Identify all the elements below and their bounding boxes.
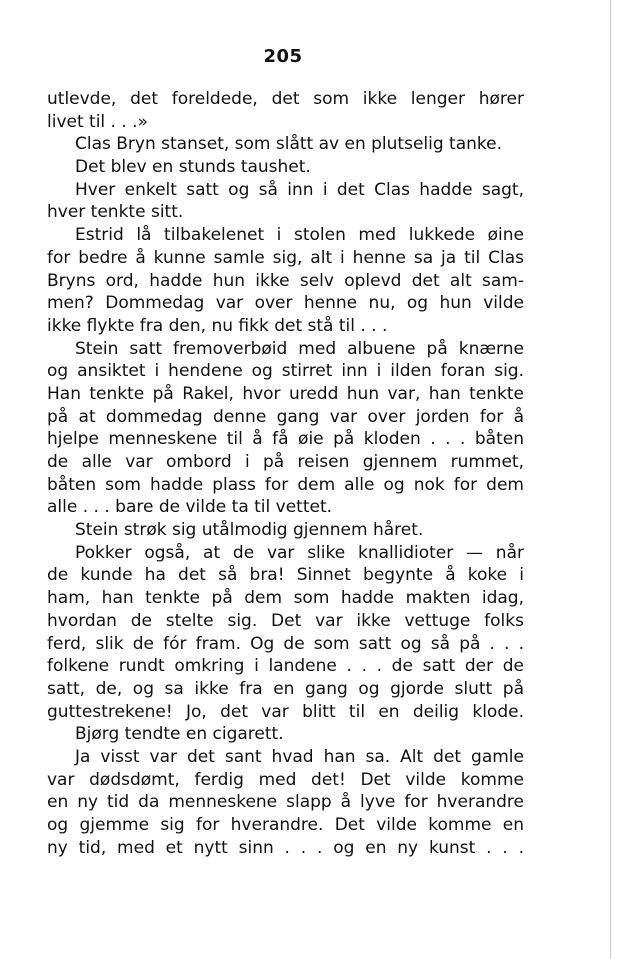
text-line: Han tenkte på Rakel, hvor uredd hun var, han tenkte <box>47 383 524 404</box>
text-line: Stein strøk sig utålmodig gjennem håret. <box>75 520 424 541</box>
page-number: 205 <box>263 46 303 67</box>
text-line: en ny tid da menneskene slapp å lyve for hverandre <box>47 792 524 813</box>
text-line: utlevde, det foreldede, det som ikke lenger hører <box>47 89 524 109</box>
text-line: livet til . . .» <box>47 111 148 132</box>
text-line: og gjemme sig for hverandre. Det vilde komme en <box>47 815 524 835</box>
text-line: hjelpe menneskene til å få øie på kloden . . . båten <box>47 429 524 450</box>
text-line: båten som hadde plass for dem alle og nok for dem <box>47 474 524 495</box>
text-line: Estrid lå tilbakelenet i stolen med lukkede øine <box>75 225 524 246</box>
text-line: satt, de, og sa ikke fra en gang og gjorde slutt på <box>47 678 524 699</box>
text-line: Stein satt fremoverbøid med albuene på knærne <box>75 338 524 359</box>
text-line: guttestrekene! Jo, det var blitt til en deilig klode. <box>47 701 524 722</box>
text-line: var dødsdømt, ferdig med det! Det vilde komme <box>47 769 524 790</box>
text-line: Ja visst var det sant hvad han sa. Alt det gamle <box>75 746 524 767</box>
text-line: ferd, slik de fór fram. Og de som satt og så på . . . <box>47 633 524 654</box>
text-line: og ansiktet i hendene og stirret inn i ilden foran sig. <box>47 361 524 382</box>
text-line: Det blev en stunds taushet. <box>75 157 311 178</box>
text-line: folkene rundt omkring i landene . . . de satt der de <box>47 656 524 677</box>
text-line: ham, han tenkte på dem som hadde makten idag, <box>47 588 524 609</box>
text-line: ikke flykte fra den, nu fikk det stå til . . . <box>47 315 388 336</box>
text-line: hvordan de stelte sig. Det var ikke vettuge folks <box>47 610 524 631</box>
text-line: Bryns ord, hadde hun ikke selv oplevd det alt sam- <box>47 270 524 291</box>
text-line: Bjørg tendte en cigarett. <box>75 724 284 745</box>
text-line: for bedre å kunne samle sig, alt i henne sa ja til Clas <box>47 247 524 268</box>
text-line: hver tenkte sitt. <box>47 202 184 223</box>
text-line: Hver enkelt satt og så inn i det Clas hadde sagt, <box>75 179 524 200</box>
text-line: men? Dommedag var over henne nu, og hun vilde <box>47 293 524 314</box>
text-line: Pokker også, at de var slike knallidioter — når <box>75 542 524 563</box>
text-line: ny tid, med et nytt sinn . . . og en ny kunst . . . <box>47 837 524 858</box>
text-line: de alle var ombord i på reisen gjennem rummet, <box>47 452 524 472</box>
text-line: Clas Bryn stanset, som slått av en plutselig tanke. <box>75 134 503 155</box>
page-edge <box>610 0 611 959</box>
text-line: alle . . . bare de vilde ta til vettet. <box>47 497 333 518</box>
text-line: på at dommedag denne gang var over jorden for å <box>47 406 524 427</box>
text-line: de kunde ha det så bra! Sinnet begynte å koke i <box>47 565 524 586</box>
body-text <box>47 88 524 859</box>
